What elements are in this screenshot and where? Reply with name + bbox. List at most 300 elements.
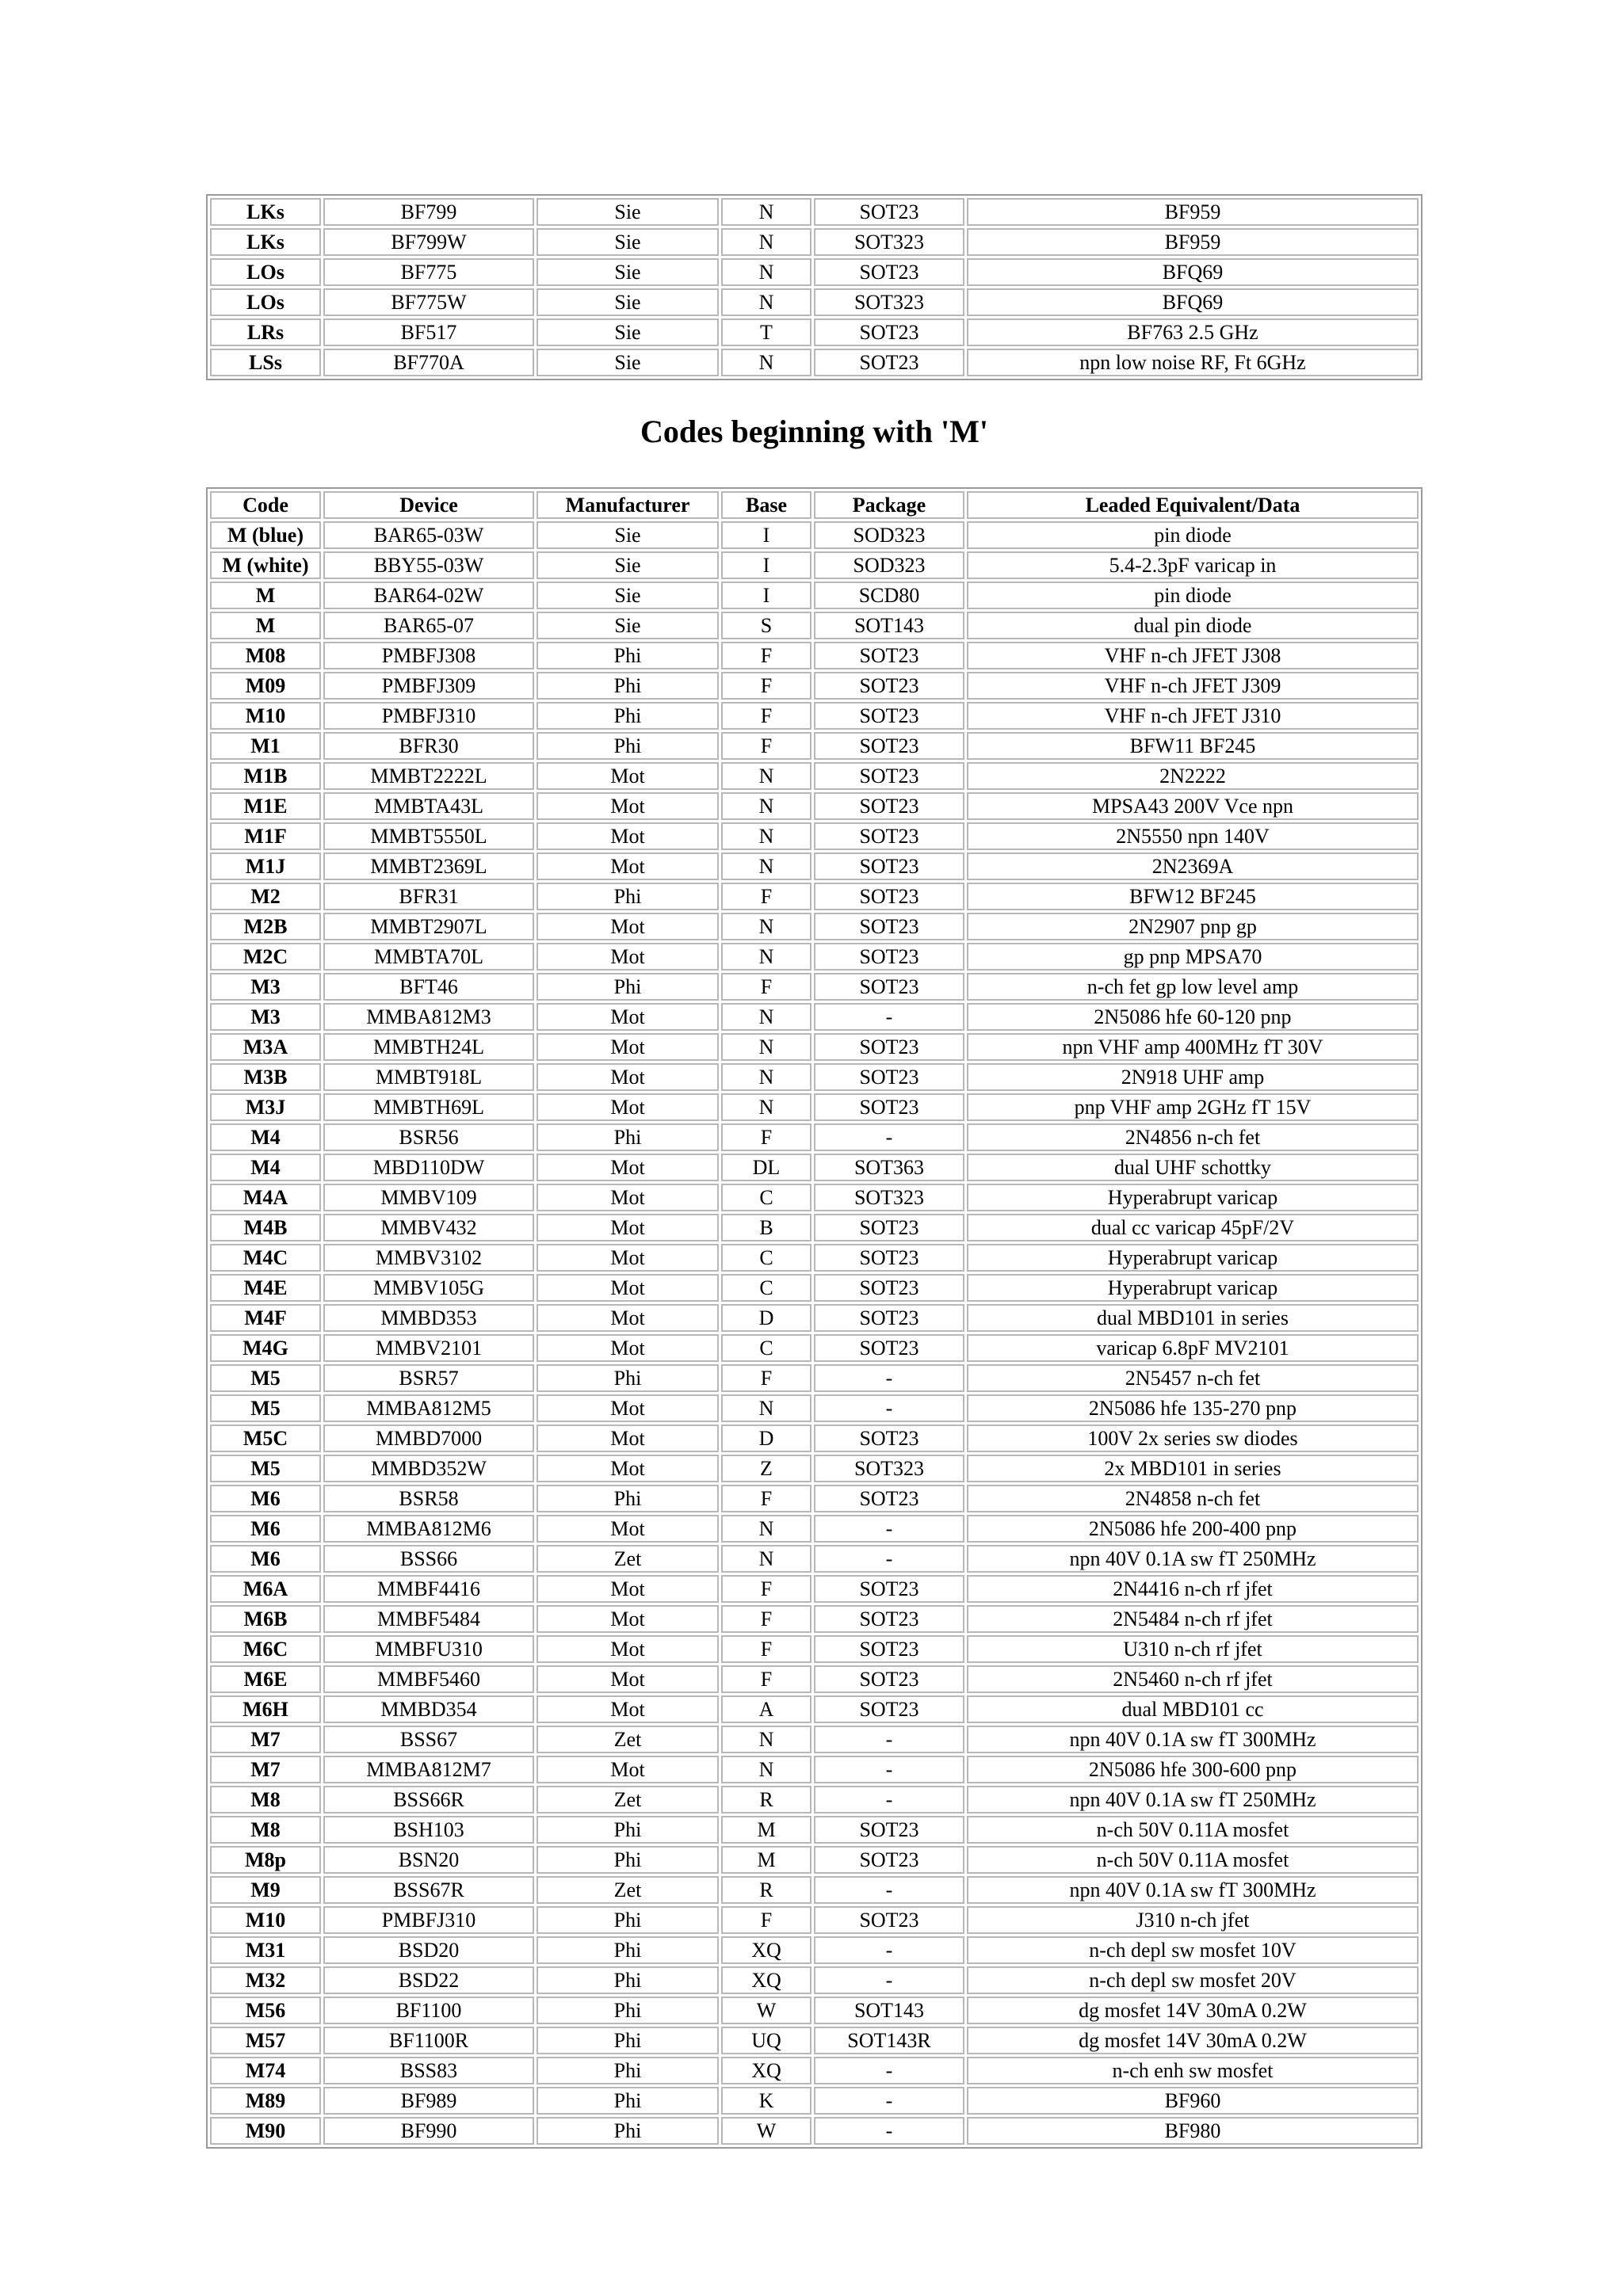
table-row	[210, 2117, 1419, 2145]
table-row	[210, 349, 1419, 376]
cell-code: M3	[210, 1003, 321, 1031]
cell-manufacturer: Mot	[537, 822, 719, 850]
table-row	[210, 1635, 1419, 1663]
cell-code: M09	[210, 672, 321, 700]
cell-code: M4G	[210, 1334, 321, 1362]
cell-device: BSD20	[323, 1936, 534, 1964]
cell-manufacturer: Phi	[537, 1364, 719, 1392]
cell-manufacturer: Mot	[537, 1575, 719, 1603]
cell-data: 2N2907 pnp gp	[967, 913, 1419, 940]
cell-device: BF775W	[323, 288, 534, 316]
cell-base: XQ	[721, 1966, 812, 1994]
cell-base: C	[721, 1334, 812, 1362]
table-row	[210, 1545, 1419, 1573]
cell-device: BFR30	[323, 732, 534, 760]
cell-package: SOT323	[814, 288, 964, 316]
cell-base: N	[721, 198, 812, 226]
cell-data: 2N5086 hfe 200-400 pnp	[967, 1515, 1419, 1543]
cell-code: LKs	[210, 228, 321, 256]
cell-manufacturer: Phi	[537, 1123, 719, 1151]
cell-device: BF799	[323, 198, 534, 226]
table-row	[210, 762, 1419, 790]
cell-manufacturer: Phi	[537, 973, 719, 1001]
cell-data: varicap 6.8pF MV2101	[967, 1334, 1419, 1362]
cell-device: MMBTA43L	[323, 792, 534, 820]
cell-data: 2N5484 n-ch rf jfet	[967, 1605, 1419, 1633]
cell-package: SOT23	[814, 1906, 964, 1934]
cell-manufacturer: Phi	[537, 2057, 719, 2084]
table-row	[210, 973, 1419, 1001]
cell-manufacturer: Phi	[537, 1846, 719, 1874]
cell-manufacturer: Mot	[537, 1274, 719, 1302]
cell-data: dual MBD101 cc	[967, 1695, 1419, 1723]
cell-data: npn low noise RF, Ft 6GHz	[967, 349, 1419, 376]
cell-base: N	[721, 1515, 812, 1543]
cell-code: M6	[210, 1545, 321, 1573]
table-row	[210, 1816, 1419, 1844]
cell-package: SOT23	[814, 318, 964, 346]
cell-package: -	[814, 1003, 964, 1031]
cell-code: M6A	[210, 1575, 321, 1603]
cell-base: N	[721, 943, 812, 971]
table-row	[210, 1364, 1419, 1392]
section-title: Codes beginning with 'M'	[640, 414, 988, 449]
table-row	[210, 1214, 1419, 1241]
table-row	[210, 1726, 1419, 1753]
table-row	[210, 1906, 1419, 1934]
table-row	[210, 1154, 1419, 1181]
cell-data: dual pin diode	[967, 612, 1419, 639]
cell-data: VHF n-ch JFET J309	[967, 672, 1419, 700]
table-row	[210, 642, 1419, 669]
cell-code: M4C	[210, 1244, 321, 1272]
cell-code: M5C	[210, 1425, 321, 1452]
cell-manufacturer: Phi	[537, 642, 719, 669]
cell-data: n-ch 50V 0.11A mosfet	[967, 1816, 1419, 1844]
cell-device: MMBT2222L	[323, 762, 534, 790]
cell-manufacturer: Mot	[537, 1244, 719, 1272]
table-row	[210, 2027, 1419, 2054]
cell-device: BSS83	[323, 2057, 534, 2084]
cell-code: M6	[210, 1485, 321, 1512]
table-row	[210, 1936, 1419, 1964]
cell-package: SOT143	[814, 1997, 964, 2024]
cell-package: SOT23	[814, 732, 964, 760]
cell-manufacturer: Mot	[537, 1665, 719, 1693]
cell-manufacturer: Phi	[537, 672, 719, 700]
table-row	[210, 551, 1419, 579]
cell-code: M3B	[210, 1063, 321, 1091]
table-header	[210, 491, 1419, 519]
cell-data: dual cc varicap 45pF/2V	[967, 1214, 1419, 1241]
table-row	[210, 318, 1419, 346]
cell-package: SOT23	[814, 1244, 964, 1272]
cell-data: dual UHF schottky	[967, 1154, 1419, 1181]
cell-data: BF959	[967, 228, 1419, 256]
cell-base: F	[721, 1906, 812, 1934]
cell-code: M8p	[210, 1846, 321, 1874]
cell-data: 2N4856 n-ch fet	[967, 1123, 1419, 1151]
cell-data: VHF n-ch JFET J308	[967, 642, 1419, 669]
cell-data: BFW12 BF245	[967, 883, 1419, 910]
cell-code: M57	[210, 2027, 321, 2054]
cell-code: M1J	[210, 852, 321, 880]
cell-code: M6E	[210, 1665, 321, 1693]
cell-device: MMBTH24L	[323, 1033, 534, 1061]
cell-data: MPSA43 200V Vce npn	[967, 792, 1419, 820]
cell-package: SOD323	[814, 521, 964, 549]
cell-base: N	[721, 1093, 812, 1121]
cell-device: BF990	[323, 2117, 534, 2145]
cell-data: 2N5086 hfe 60-120 pnp	[967, 1003, 1419, 1031]
cell-device: MMBA812M5	[323, 1394, 534, 1422]
cell-code: M5	[210, 1455, 321, 1482]
cell-base: W	[721, 1997, 812, 2024]
cell-code: M6H	[210, 1695, 321, 1723]
cell-code: M7	[210, 1726, 321, 1753]
table-row	[210, 943, 1419, 971]
table-row	[210, 732, 1419, 760]
cell-data: dg mosfet 14V 30mA 0.2W	[967, 2027, 1419, 2054]
cell-package: SOT23	[814, 672, 964, 700]
cell-manufacturer: Mot	[537, 1394, 719, 1422]
cell-code: M90	[210, 2117, 321, 2145]
cell-base: N	[721, 762, 812, 790]
cell-device: MMBFU310	[323, 1635, 534, 1663]
cell-device: BFR31	[323, 883, 534, 910]
cell-code: M10	[210, 1906, 321, 1934]
table-row	[210, 1123, 1419, 1151]
cell-code: M3J	[210, 1093, 321, 1121]
cell-data: pnp VHF amp 2GHz fT 15V	[967, 1093, 1419, 1121]
cell-package: -	[814, 1756, 964, 1783]
cell-code: M6C	[210, 1635, 321, 1663]
cell-base: F	[721, 1575, 812, 1603]
cell-package: SOD323	[814, 551, 964, 579]
cell-device: MMBD352W	[323, 1455, 534, 1482]
cell-device: MMBA812M7	[323, 1756, 534, 1783]
cell-device: BF517	[323, 318, 534, 346]
cell-data: 2N5457 n-ch fet	[967, 1364, 1419, 1392]
cell-base: N	[721, 258, 812, 286]
cell-package: SOT23	[814, 1635, 964, 1663]
cell-data: BFW11 BF245	[967, 732, 1419, 760]
cell-code: M	[210, 582, 321, 609]
cell-device: BAR65-07	[323, 612, 534, 639]
cell-package: -	[814, 1876, 964, 1904]
cell-data: n-ch depl sw mosfet 20V	[967, 1966, 1419, 1994]
table-row	[210, 883, 1419, 910]
cell-base: N	[721, 1756, 812, 1783]
cell-package: SOT23	[814, 1485, 964, 1512]
cell-code: M89	[210, 2087, 321, 2115]
cell-code: M1F	[210, 822, 321, 850]
cell-package: SOT23	[814, 1093, 964, 1121]
table-row	[210, 1665, 1419, 1693]
cell-package: SOT323	[814, 1184, 964, 1211]
table-body	[210, 521, 1419, 2145]
cell-device: MMBV3102	[323, 1244, 534, 1272]
cell-device: PMBFJ309	[323, 672, 534, 700]
cell-code: LOs	[210, 258, 321, 286]
cell-base: F	[721, 672, 812, 700]
table-row	[210, 1274, 1419, 1302]
cell-data: npn 40V 0.1A sw fT 250MHz	[967, 1786, 1419, 1814]
cell-device: BSS66R	[323, 1786, 534, 1814]
column-header-code: Code	[210, 491, 321, 519]
cell-data: BF763 2.5 GHz	[967, 318, 1419, 346]
cell-manufacturer: Phi	[537, 1966, 719, 1994]
cell-base: K	[721, 2087, 812, 2115]
cell-data: 2N5460 n-ch rf jfet	[967, 1665, 1419, 1693]
cell-code: M9	[210, 1876, 321, 1904]
table-row	[210, 1786, 1419, 1814]
cell-package: SOT23	[814, 349, 964, 376]
cell-device: MMBF5484	[323, 1605, 534, 1633]
cell-base: XQ	[721, 1936, 812, 1964]
cell-package: SOT23	[814, 1033, 964, 1061]
cell-data: VHF n-ch JFET J310	[967, 702, 1419, 730]
cell-data: Hyperabrupt varicap	[967, 1184, 1419, 1211]
cell-device: MMBD353	[323, 1304, 534, 1332]
smd-codes-table-l-continued	[206, 194, 1423, 380]
cell-package: SOT23	[814, 1695, 964, 1723]
cell-code: M5	[210, 1364, 321, 1392]
cell-data: npn VHF amp 400MHz fT 30V	[967, 1033, 1419, 1061]
table-row	[210, 2057, 1419, 2084]
cell-manufacturer: Mot	[537, 1214, 719, 1241]
cell-device: PMBFJ308	[323, 642, 534, 669]
cell-data: 5.4-2.3pF varicap in	[967, 551, 1419, 579]
cell-device: BSD22	[323, 1966, 534, 1994]
cell-data: dual MBD101 in series	[967, 1304, 1419, 1332]
table-row	[210, 1063, 1419, 1091]
header-row	[210, 491, 1419, 519]
column-header-manufacturer: Manufacturer	[537, 491, 719, 519]
cell-code: M4	[210, 1154, 321, 1181]
cell-code: M3	[210, 973, 321, 1001]
cell-package: SOT23	[814, 258, 964, 286]
cell-device: MMBTH69L	[323, 1093, 534, 1121]
cell-device: BSS66	[323, 1545, 534, 1573]
cell-device: BSH103	[323, 1816, 534, 1844]
cell-package: -	[814, 1394, 964, 1422]
cell-code: LOs	[210, 288, 321, 316]
cell-base: S	[721, 612, 812, 639]
cell-package: SOT23	[814, 762, 964, 790]
cell-manufacturer: Phi	[537, 702, 719, 730]
cell-base: C	[721, 1184, 812, 1211]
cell-code: M32	[210, 1966, 321, 1994]
table-row	[210, 2087, 1419, 2115]
cell-device: PMBFJ310	[323, 702, 534, 730]
cell-package: SOT23	[814, 1425, 964, 1452]
cell-data: Hyperabrupt varicap	[967, 1274, 1419, 1302]
cell-data: 2N5086 hfe 135-270 pnp	[967, 1394, 1419, 1422]
cell-code: LRs	[210, 318, 321, 346]
table-row	[210, 582, 1419, 609]
cell-code: M8	[210, 1786, 321, 1814]
table-row	[210, 852, 1419, 880]
cell-manufacturer: Phi	[537, 2117, 719, 2145]
cell-package: SOT23	[814, 1304, 964, 1332]
cell-manufacturer: Phi	[537, 2027, 719, 2054]
cell-base: R	[721, 1786, 812, 1814]
cell-device: BSS67	[323, 1726, 534, 1753]
cell-manufacturer: Mot	[537, 762, 719, 790]
cell-data: pin diode	[967, 521, 1419, 549]
cell-manufacturer: Mot	[537, 1154, 719, 1181]
cell-package: SOT323	[814, 228, 964, 256]
cell-manufacturer: Zet	[537, 1726, 719, 1753]
cell-manufacturer: Zet	[537, 1786, 719, 1814]
cell-manufacturer: Mot	[537, 1515, 719, 1543]
cell-device: BF1100	[323, 1997, 534, 2024]
cell-code: M08	[210, 642, 321, 669]
cell-manufacturer: Mot	[537, 1635, 719, 1663]
cell-base: T	[721, 318, 812, 346]
cell-base: XQ	[721, 2057, 812, 2084]
cell-base: N	[721, 288, 812, 316]
cell-device: MMBT2907L	[323, 913, 534, 940]
cell-data: 2N918 UHF amp	[967, 1063, 1419, 1091]
table-row	[210, 1334, 1419, 1362]
cell-device: BAR65-03W	[323, 521, 534, 549]
cell-manufacturer: Sie	[537, 318, 719, 346]
cell-manufacturer: Mot	[537, 943, 719, 971]
cell-package: SOT23	[814, 913, 964, 940]
cell-base: C	[721, 1274, 812, 1302]
cell-base: W	[721, 2117, 812, 2145]
cell-code: M2B	[210, 913, 321, 940]
cell-manufacturer: Sie	[537, 349, 719, 376]
table-row	[210, 1244, 1419, 1272]
cell-data: 2N4416 n-ch rf jfet	[967, 1575, 1419, 1603]
cell-manufacturer: Mot	[537, 1003, 719, 1031]
cell-base: D	[721, 1304, 812, 1332]
table-row	[210, 1304, 1419, 1332]
cell-package: SOT143R	[814, 2027, 964, 2054]
cell-manufacturer: Sie	[537, 198, 719, 226]
cell-package: SOT23	[814, 1274, 964, 1302]
cell-device: BF799W	[323, 228, 534, 256]
cell-base: A	[721, 1695, 812, 1723]
cell-code: M10	[210, 702, 321, 730]
cell-base: F	[721, 1485, 812, 1512]
cell-manufacturer: Sie	[537, 582, 719, 609]
cell-data: n-ch depl sw mosfet 10V	[967, 1936, 1419, 1964]
cell-base: C	[721, 1244, 812, 1272]
cell-package: SOT23	[814, 1575, 964, 1603]
cell-device: MMBF5460	[323, 1665, 534, 1693]
table-row	[210, 1605, 1419, 1633]
cell-package: -	[814, 1786, 964, 1814]
cell-base: N	[721, 792, 812, 820]
cell-manufacturer: Zet	[537, 1876, 719, 1904]
cell-manufacturer: Phi	[537, 883, 719, 910]
cell-code: M8	[210, 1816, 321, 1844]
cell-device: MMBTA70L	[323, 943, 534, 971]
cell-package: SCD80	[814, 582, 964, 609]
column-header-data: Leaded Equivalent/Data	[967, 491, 1419, 519]
cell-code: M4B	[210, 1214, 321, 1241]
cell-base: I	[721, 521, 812, 549]
cell-code: M5	[210, 1394, 321, 1422]
cell-data: npn 40V 0.1A sw fT 300MHz	[967, 1876, 1419, 1904]
cell-code: M1E	[210, 792, 321, 820]
cell-package: SOT323	[814, 1455, 964, 1482]
cell-package: -	[814, 1515, 964, 1543]
cell-base: F	[721, 973, 812, 1001]
cell-data: 2N5086 hfe 300-600 pnp	[967, 1756, 1419, 1783]
table-row	[210, 258, 1419, 286]
cell-data: 2x MBD101 in series	[967, 1455, 1419, 1482]
cell-device: MMBT918L	[323, 1063, 534, 1091]
cell-base: I	[721, 582, 812, 609]
cell-data: Hyperabrupt varicap	[967, 1244, 1419, 1272]
table-row	[210, 521, 1419, 549]
cell-device: BSR56	[323, 1123, 534, 1151]
cell-base: M	[721, 1846, 812, 1874]
cell-manufacturer: Mot	[537, 1334, 719, 1362]
cell-code: M6B	[210, 1605, 321, 1633]
cell-package: SOT363	[814, 1154, 964, 1181]
cell-device: PMBFJ310	[323, 1906, 534, 1934]
cell-device: MMBT5550L	[323, 822, 534, 850]
cell-data: npn 40V 0.1A sw fT 250MHz	[967, 1545, 1419, 1573]
cell-manufacturer: Phi	[537, 1997, 719, 2024]
cell-data: 100V 2x series sw diodes	[967, 1425, 1419, 1452]
cell-code: M4	[210, 1123, 321, 1151]
table-body	[210, 198, 1419, 376]
cell-base: N	[721, 1726, 812, 1753]
cell-device: BF775	[323, 258, 534, 286]
smd-codes-table-m	[206, 487, 1423, 2149]
cell-manufacturer: Phi	[537, 2087, 719, 2115]
cell-code: M4F	[210, 1304, 321, 1332]
cell-manufacturer: Mot	[537, 792, 719, 820]
cell-manufacturer: Mot	[537, 1455, 719, 1482]
cell-base: F	[721, 1605, 812, 1633]
cell-data: 2N5550 npn 140V	[967, 822, 1419, 850]
cell-base: DL	[721, 1154, 812, 1181]
cell-data: BFQ69	[967, 288, 1419, 316]
cell-manufacturer: Mot	[537, 1184, 719, 1211]
cell-manufacturer: Mot	[537, 1425, 719, 1452]
cell-device: MMBA812M3	[323, 1003, 534, 1031]
cell-manufacturer: Phi	[537, 1936, 719, 1964]
table-row	[210, 1756, 1419, 1783]
cell-package: -	[814, 2057, 964, 2084]
cell-base: R	[721, 1876, 812, 1904]
cell-device: MMBF4416	[323, 1575, 534, 1603]
cell-manufacturer: Phi	[537, 732, 719, 760]
cell-device: MMBV2101	[323, 1334, 534, 1362]
cell-manufacturer: Mot	[537, 1033, 719, 1061]
cell-base: N	[721, 349, 812, 376]
cell-package: -	[814, 1966, 964, 1994]
table-row	[210, 228, 1419, 256]
cell-data: n-ch 50V 0.11A mosfet	[967, 1846, 1419, 1874]
cell-manufacturer: Phi	[537, 1816, 719, 1844]
cell-manufacturer: Sie	[537, 551, 719, 579]
cell-base: N	[721, 1545, 812, 1573]
column-header-package: Package	[814, 491, 964, 519]
cell-code: M (blue)	[210, 521, 321, 549]
cell-device: BF770A	[323, 349, 534, 376]
cell-package: SOT23	[814, 198, 964, 226]
cell-package: -	[814, 2087, 964, 2115]
